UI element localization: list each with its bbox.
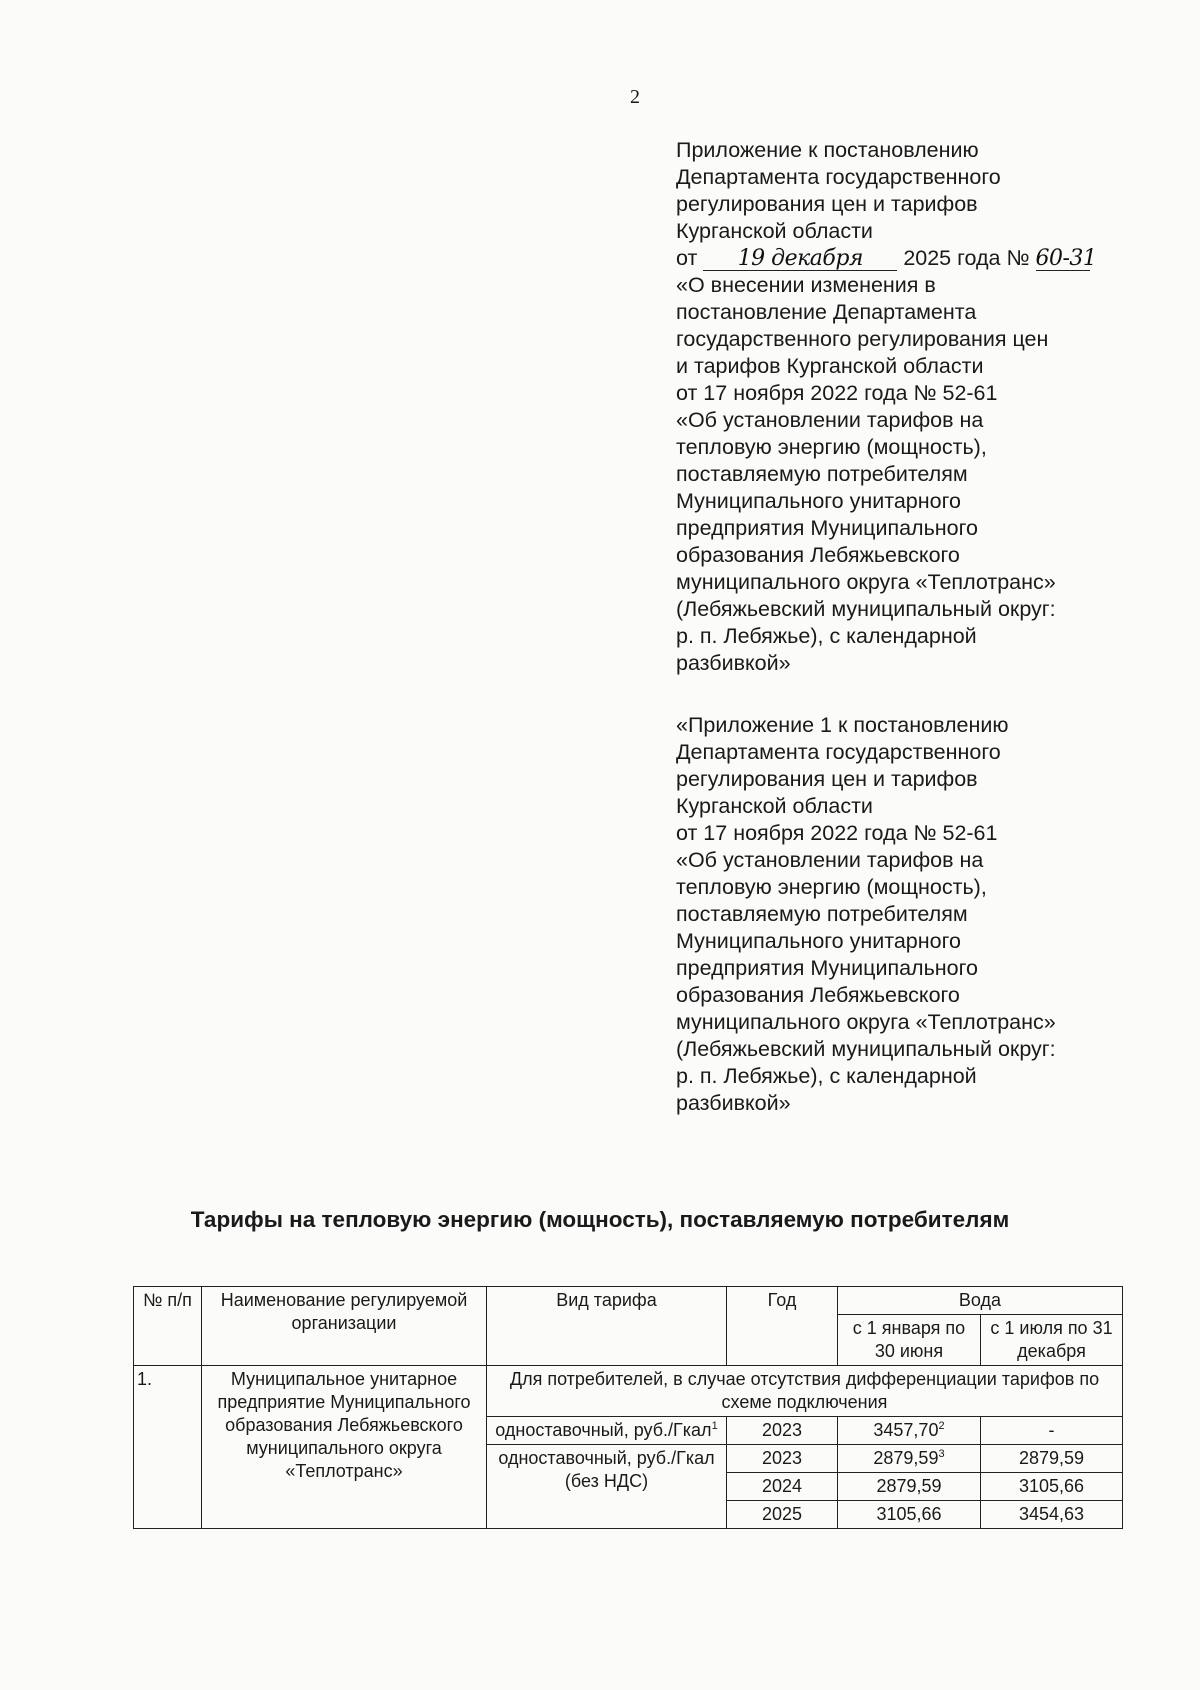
date-prefix: от [676, 246, 698, 270]
tariff-table [133, 1286, 1123, 1529]
cell-value-h1 [838, 1417, 981, 1445]
cell-value-h1: 3105,66 [838, 1501, 981, 1529]
appendix-line: постановление Департамента [676, 300, 977, 324]
appendix-line: Муниципального унитарного [676, 489, 961, 513]
header-cell-org: Наименование регулируемой организации [202, 1287, 487, 1366]
cell-tariff-type: одноставочный, руб./Гкал (без НДС) [487, 1445, 727, 1529]
footnote-mark: 2 [938, 1420, 945, 1432]
cell-value-h2: 3454,63 [981, 1501, 1123, 1529]
appendix-line: от 17 ноября 2022 года № 52-61 [676, 381, 998, 405]
cell-year: 2023 [727, 1445, 838, 1473]
appendix-line: образования Лебяжьевского [676, 983, 960, 1007]
appendix-line: р. п. Лебяжье), с календарной [676, 624, 977, 648]
appendix-line: муниципального округа «Теплотранс» [676, 1010, 1056, 1034]
date-number-line [676, 245, 1116, 272]
appendix-line: «Об установлении тарифов на [676, 848, 984, 872]
appendix-line: от 17 ноября 2022 года № 52-61 [676, 821, 998, 845]
appendix-line: регулирования цен и тарифов [676, 192, 978, 216]
appendix-line: регулирования цен и тарифов [676, 767, 978, 791]
handwritten-date: 19 декабря [737, 246, 863, 271]
appendix-line: Курганской области [676, 219, 873, 243]
table-title: Тарифы на тепловую энергию (мощность), поставляемую потребителям [190, 1207, 1010, 1232]
appendix-line: поставляемую потребителям [676, 462, 968, 486]
cell-year: 2023 [727, 1417, 838, 1445]
cell-value-h2: 3105,66 [981, 1473, 1123, 1501]
appendix-line: Департамента государственного [676, 740, 1001, 764]
cell-group-label: Для потребителей, в случае отсутствия дифференциации тарифов по схеме подключения [487, 1366, 1123, 1417]
header-cell-tariff-type: Вид тарифа [487, 1287, 727, 1366]
cell-tariff-type [487, 1417, 727, 1445]
appendix-line: разбивкой» [676, 1091, 791, 1115]
header-cell-water: Вода [838, 1287, 1123, 1315]
appendix-line: Департамента государственного [676, 165, 1001, 189]
header-cell-num: № п/п [134, 1287, 202, 1366]
number-field [1035, 246, 1097, 271]
header-cell-h1: с 1 января по 30 июня [838, 1315, 981, 1366]
cell-year: 2025 [727, 1501, 838, 1529]
appendix-line: (Лебяжьевский муниципальный округ: [676, 1037, 1056, 1061]
value-text: 3457,70 [873, 1420, 939, 1440]
appendix-line: государственного регулирования цен [676, 327, 1049, 351]
header-cell-h2: с 1 июля по 31 декабря [981, 1315, 1123, 1366]
appendix-line: «Об установлении тарифов на [676, 408, 984, 432]
date-year: 2025 года № [903, 246, 1030, 270]
value-text: 2879,59 [873, 1448, 939, 1468]
appendix-line: Курганской области [676, 794, 873, 818]
appendix-line: (Лебяжьевский муниципальный округ: [676, 597, 1056, 621]
appendix-line: предприятия Муниципального [676, 516, 978, 540]
header-cell-year: Год [727, 1287, 838, 1366]
page-number: 2 [630, 86, 640, 108]
tariff-type-text: одноставочный, руб./Гкал [495, 1420, 712, 1440]
appendix-line: тепловую энергию (мощность), [676, 435, 987, 459]
cell-value-h1: 2879,59 [838, 1473, 981, 1501]
cell-org-name: Муниципальное унитарное предприятие Муниципального образования Лебяжьевского муниципального округа «Теплотранс» [202, 1366, 487, 1529]
appendix-line: тепловую энергию (мощность), [676, 875, 987, 899]
appendix-line: «О внесении изменения в [676, 273, 936, 297]
appendix-line: поставляемую потребителям [676, 902, 968, 926]
footnote-mark: 1 [711, 1420, 718, 1432]
date-field [703, 247, 897, 271]
appendix-line: разбивкой» [676, 651, 791, 675]
appendix-line: р. п. Лебяжье), с календарной [676, 1064, 977, 1088]
cell-row-number: 1. [134, 1366, 202, 1529]
table-row [134, 1366, 1123, 1417]
appendix-line: муниципального округа «Теплотранс» [676, 570, 1056, 594]
handwritten-number: 60-31 [1035, 246, 1097, 271]
appendix-line: Приложение к постановлению [676, 138, 979, 162]
appendix-header-primary [676, 137, 1116, 677]
cell-year: 2024 [727, 1473, 838, 1501]
appendix-line: Муниципального унитарного [676, 929, 961, 953]
table-header-row [134, 1287, 1123, 1315]
footnote-mark: 3 [938, 1448, 945, 1460]
appendix-header-secondary [676, 712, 1116, 1117]
appendix-line: «Приложение 1 к постановлению [676, 713, 1009, 737]
appendix-line: предприятия Муниципального [676, 956, 978, 980]
cell-value-h2: - [981, 1417, 1123, 1445]
appendix-line: образования Лебяжьевского [676, 543, 960, 567]
appendix-line: и тарифов Курганской области [676, 354, 984, 378]
cell-value-h1 [838, 1445, 981, 1473]
cell-value-h2: 2879,59 [981, 1445, 1123, 1473]
